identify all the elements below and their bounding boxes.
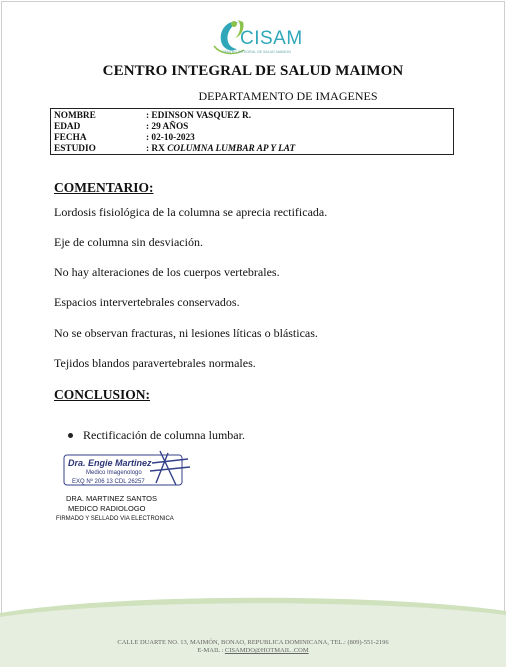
comentario-line: Tejidos blandos paravertebrales normales. (54, 356, 256, 370)
info-row-study (54, 144, 453, 155)
info-value: : 29 AÑOS (146, 122, 189, 132)
patient-info-box (50, 108, 454, 155)
comentario-line: No se observan fracturas, ni lesiones líticas o blásticas. (54, 326, 318, 340)
info-value: : 02-10-2023 (146, 133, 195, 143)
info-label: NOMBRE (54, 111, 96, 121)
info-row-date (54, 133, 453, 144)
stamp-role: Medico Imagenologo (86, 470, 142, 476)
footer-address: CALLE DUARTE NO. 13, MAIMÓN, BONAO, REPUBLICA DOMINICANA, TEL.: (809)-551-2196 (117, 639, 389, 646)
doctor-name: DRA. MARTINEZ SANTOS (66, 494, 157, 503)
study-prefix: : RX (146, 144, 168, 154)
comentario-line: Espacios intervertebrales conservados. (54, 295, 240, 309)
logo-subtitle: CENTRO INTEGRAL DE SALUD MAIMON (222, 50, 291, 54)
doctor-role: MEDICO RADIOLOGO (68, 504, 146, 513)
electronic-signature-note: FIRMADO Y SELLADO VIA ELECTRONICA (56, 516, 174, 522)
footer-email-link[interactable]: CISAMDO@HOTMAIL .COM (224, 647, 309, 654)
comentario-line: Lordosis fisiológica de la columna se aprecia rectificada. (54, 205, 328, 219)
info-row-name (54, 111, 453, 122)
footer-wave-decoration (0, 585, 506, 667)
logo-wordmark: CISAM (240, 28, 303, 49)
comentario-heading: COMENTARIO: (54, 180, 154, 195)
info-value: : EDINSON VASQUEZ R. (146, 111, 252, 121)
conclusion-item (68, 428, 245, 443)
document-title: CENTRO INTEGRAL DE SALUD MAIMON (102, 63, 404, 79)
bullet-icon (68, 433, 73, 438)
info-label: EDAD (54, 122, 81, 132)
info-label: ESTUDIO (54, 144, 96, 154)
info-value (146, 144, 295, 155)
info-label: FECHA (54, 133, 87, 143)
department-title: DEPARTAMENTO DE IMAGENES (198, 89, 378, 103)
conclusion-text: Rectificación de columna lumbar. (83, 428, 245, 442)
info-row-age (54, 122, 453, 133)
stamp-name: Dra. Engie Martinez (68, 458, 152, 468)
study-name: COLUMNA LUMBAR AP Y LAT (167, 144, 296, 154)
stamp-ids: EXQ Nº 206 13 CDL 26257 (72, 479, 145, 485)
footer-email-line (0, 647, 506, 654)
comentario-line: No hay alteraciones de los cuerpos vertebrales. (54, 265, 280, 279)
comentario-line: Eje de columna sin desviación. (54, 235, 203, 249)
conclusion-heading: CONCLUSION: (54, 387, 151, 402)
footer-email-label: E-MAIL : (197, 647, 225, 654)
